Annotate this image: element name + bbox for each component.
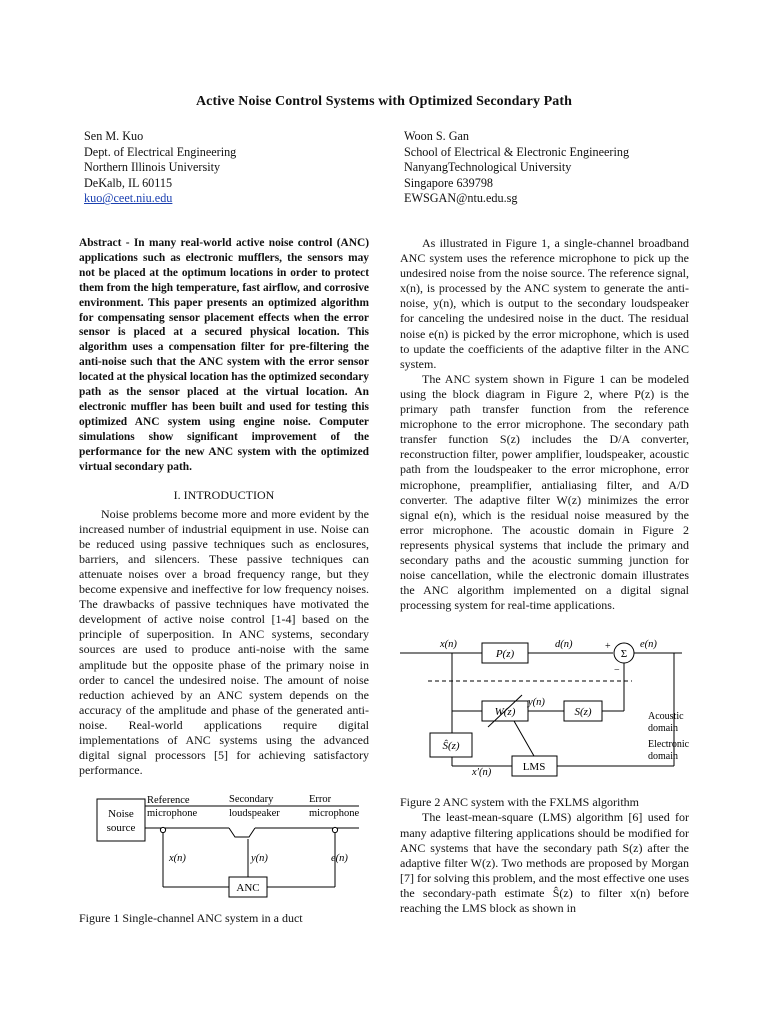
s-z-label: S(z): [574, 706, 592, 719]
acoustic-domain-label-1: Acoustic: [648, 711, 684, 723]
x-prime-n-label: x′(n): [472, 767, 492, 779]
electronic-domain-label-1: Electronic: [648, 739, 689, 751]
lms-update-line: [514, 721, 534, 756]
error-label: Error: [309, 794, 332, 806]
e-n-label: e(n): [331, 853, 348, 865]
error-microphone-icon: [332, 828, 337, 833]
acoustic-domain-label-2: domain: [648, 723, 678, 735]
secondary-speaker-label: loudspeaker: [229, 808, 280, 820]
d-n-label: d(n): [555, 639, 573, 651]
anc-label: ANC: [236, 882, 260, 895]
author-address: DeKalb, IL 60115: [84, 175, 173, 190]
noise-source-box: [97, 799, 145, 841]
noise-source-label-1: Noise: [108, 808, 134, 821]
electronic-domain-label-2: domain: [648, 751, 678, 763]
sigma-label: Σ: [620, 648, 628, 661]
author-email-link[interactable]: kuo@ceet.niu.edu: [84, 191, 173, 206]
figure-2-caption: Figure 2 ANC system with the FXLMS algorithm: [400, 795, 640, 810]
x-n-label: x(n): [169, 853, 186, 865]
adaptation-arrow: [488, 695, 522, 727]
abstract: Abstract - In many real-world active noise control (ANC) applications such as electronic mufflers, the sensors may not be placed at the optimum locations in order to protect them from the high temperature, fast airflow, and corrosive environment. This paper presents an optimized algorithm for compensating sensor placement effects when the error sensor is placed at a secured physical location. This algorithm uses a compensation filter for pre-filtering the anti-noise such that the ANC system with the error sensor located at the physical location has the optimized secondary path as the sensor placed at the virtual location. An electronic muffler has been built and used for testing this optimized ANC system using engine noise. Computer simulations show significant improvement of the performance for the new ANC system with the optimized virtual secondary path.: [79, 237, 369, 473]
author-institution: Northern Illinois University: [84, 160, 221, 175]
secondary-label: Secondary: [229, 794, 274, 806]
minus-sign: −: [614, 665, 620, 677]
body-paragraph: The ANC system shown in Figure 1 can be modeled using the block diagram in Figure 2, where P(z) is the primary path transfer function from the reference microphone to the error microphone. The secondary path transfer function S(z) includes the D/A converter, reconstruction filter, power amplifier, loudspeaker, acoustic path from the loudspeaker to the error microphone, error microphone, preamplifier, antialiasing filter, and A/D converter. The adaptive filter W(z) minimizes the error signal e(n), which is the residual noise measured by the error microphone. The acoustic domain in Figure 2 represents physical systems that include the primary and secondary paths and the acoustic summing junction for noise cancellation, while the electronic domain illustrates the ANC algorithm implemented on a digital signal processing system for real-time applications.: [400, 371, 689, 613]
noise-source-label-2: source: [106, 822, 136, 835]
body-paragraph: The least-mean-square (LMS) algorithm [6] used for many adaptive filtering applications should be modified for ANC systems that have the secondary path S(z) after the adaptive filter W(z). Two methods are proposed by Morgan [7] for solving this problem, and the most effective one uses the secondary-path estimate Ŝ(z) to filter x(n) before reaching the LMS block as shown in: [400, 810, 689, 915]
x-n-label: x(n): [440, 639, 457, 651]
left-column: [79, 236, 369, 926]
e-n-label: e(n): [640, 639, 657, 651]
author-dept: Dept. of Electrical Engineering: [84, 144, 237, 159]
author-name: Sen M. Kuo: [84, 129, 144, 143]
author-dept: School of Electrical & Electronic Engineering: [404, 144, 630, 159]
figure-2-fxlms-block-diagram: [400, 637, 689, 779]
figure-1-duct-diagram: [79, 793, 369, 905]
author-email: EWSGAN@ntu.edu.sg: [404, 191, 518, 206]
section-heading-introduction: I. INTRODUCTION: [173, 487, 275, 502]
p-z-label: P(z): [495, 648, 515, 661]
author-institution: NanyangTechnological University: [404, 160, 572, 175]
w-z-label: W(z): [494, 706, 516, 719]
author-block-1: [84, 129, 236, 207]
error-mic-label: microphone: [309, 808, 360, 820]
intro-paragraph: Noise problems become more and more evident by the increased number of industrial equipment in use. Noise can be reduced using passive techniques such as enclosures, barriers, and silencers. These passive techniques can attenuate noises over a broad frequency range, but they become expensive and ineffective for low frequency noises. The drawbacks of passive techniques have motivated the development of active noise control [1-4] based on the principle of superposition. In ANC systems, secondary sources are used to produce anti-noise with the same amplitude but the opposite phase of the primary noise in order to cancel the undesired noise. The amount of noise reduction achieved by an ANC system depends on the accuracy of the amplitude and phase of the generated anti-noise. Real-world applications require digital implementations of ANC systems using the advanced digital signal processors [5] for achieving satisfactory performance.: [79, 506, 369, 778]
y-n-label: y(n): [528, 697, 545, 709]
paper-title: Active Noise Control Systems with Optimized Secondary Path: [195, 94, 573, 109]
author-address: Singapore 639798: [404, 175, 494, 190]
body-paragraph: As illustrated in Figure 1, a single-channel broadband ANC system uses the reference microphone to pick up the undesired noise from the noise source. The reference signal, x(n), is processed by the ANC system to generate the anti-noise, y(n), which is output to the secondary loudspeaker for canceling the undesired noise in the duct. The residual noise e(n) is picked by the error microphone, which is used to update the coefficients of the adaptive filter in the ANC system.: [400, 236, 689, 371]
s-hat-label: Ŝ(z): [442, 740, 460, 753]
reference-mic-label: microphone: [147, 808, 198, 820]
figure-1-caption: Figure 1 Single-channel ANC system in a duct: [79, 911, 303, 926]
author-block-2: [404, 129, 629, 207]
author-name: Woon S. Gan: [404, 129, 470, 143]
loudspeaker-icon: [229, 828, 255, 837]
lms-label: LMS: [522, 761, 546, 774]
reference-microphone-icon: [160, 828, 165, 833]
right-column: [400, 236, 689, 916]
plus-sign: +: [605, 641, 611, 653]
y-n-label: y(n): [251, 853, 268, 865]
reference-label: Reference: [147, 795, 190, 807]
